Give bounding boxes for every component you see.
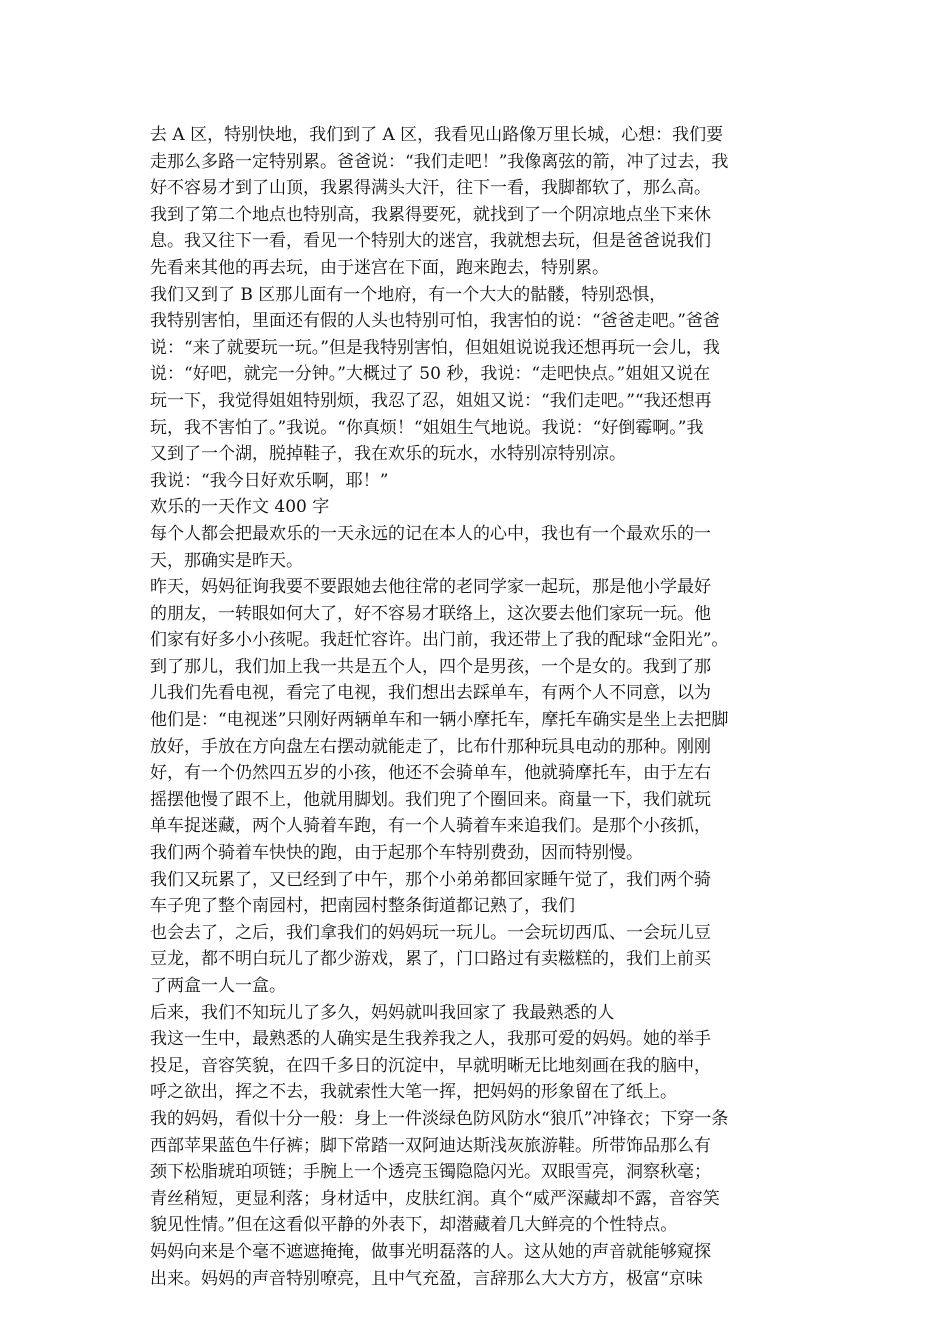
paragraph-7: 昨天，妈妈征询我要不要跟她去他往常的老同学家一起玩，那是他小学最好 的朋友，一转眼如何大了，好不容易才联络上，这次要去他们家玩一玩。他 们家有好多小小孩呢。我赶忙容许。出门前，我还带上了我的配球“金阳光”。 到了那儿，我们加上我一共是五个人，四个是男孩，一个是女的。我到了那 儿我们先看电视，看完了电视，我们想出去踩单车，有两个人不同意，以为 他们是：“电视迷”只刚好两辆单车和一辆小摩托车，摩托车确实是坐上去把脚 放好，手放在方向盘左右摆动就能走了，比布什那种玩具电动的那种。刚刚 好，有一个仍然四五岁的小孩，他还不会骑单车，他就骑摩托车，由于左右 摇摆他慢了跟不上，他就用脚划。我们兜了个圈回来。商量一下，我们就玩 单车捉迷藏，两个人骑着车跑，有一个人骑着车来追我们。是那个小孩抓， 我们两个骑着车快快的跑，由于起那个车特别费劲，因而特别慢。 <box>150 577 729 864</box>
paragraph-9: 也会去了，之后，我们拿我们的妈妈玩一玩儿。一会玩切西瓜、一会玩儿豆 豆龙，都不明白玩儿了都少游戏，累了，门口路过有卖糍糕的，我们上前买 了两盒一人一盒。 <box>150 922 711 996</box>
paragraph-11: 我这一生中，最熟悉的人确实是生我养我之人，我那可爱的妈妈。她的举手 投足，音容笑貌，在四千多日的沉淀中，早就明晰无比地刻画在我的脑中， 呼之欲出，挥之不去，我就索性大笔一挥，把妈妈的形象留在了纸上。 <box>150 1029 711 1103</box>
paragraph-2: 我们又到了 B 区那儿面有一个地府，有一个大大的骷髅，特别恐惧， <box>150 284 667 305</box>
paragraph-4: 我说：“我今日好欢乐啊，耶！” <box>150 470 389 491</box>
paragraph-1: 去 A 区，特别快地，我们到了 A 区，我看见山路像万里长城，心想：我们要 走那么多路一定特别累。爸爸说：“我们走吧！”我像离弦的箭，冲了过去，我 好不容易才到了山顶，我累得满头大汗，往下一看，我脚都软了，那么高。 我到了第二个地点也特别高，我累得要死，就找到了一个阴凉地点坐下来休 息。我又往下一看，看见一个特别大的迷宫，我就想去玩，但是爸爸说我们 先看来其他的再去玩，由于迷宫在下面，跑来跑去，特别累。 <box>150 125 729 278</box>
section-title: 欢乐的一天作文 400 字 <box>150 497 330 518</box>
paragraph-10: 后来，我们不知玩儿了多久，妈妈就叫我回家了 我最熟悉的人 <box>150 1002 615 1023</box>
document-body <box>150 122 790 1292</box>
paragraph-8: 我们又玩累了，又已经到了中午，那个小弟弟都回家睡午觉了，我们两个骑 车子兜了整个南园村，把南园村整条街道都记熟了，我们 <box>150 869 711 917</box>
paragraph-6: 每个人都会把最欢乐的一天永远的记在本人的心中，我也有一个最欢乐的一 天，那确实是昨天。 <box>150 523 711 571</box>
paragraph-13: 妈妈向来是个毫不遮遮掩掩，做事光明磊落的人。这从她的声音就能够窥探 出来。妈妈的声音特别嘹亮，且中气充盈，言辞那么大大方方，极富“京味 <box>150 1241 711 1289</box>
paragraph-3: 我特别害怕，里面还有假的人头也特别可怕，我害怕的说：“爸爸走吧。”爸爸 说：“来了就要玩一玩。”但是我特别害怕，但姐姐说说我还想再玩一会儿，我 说：“好吧，就完一分钟。”大概过了 50 秒，我说：“走吧快点。”姐姐又说在 玩一下，我觉得姐姐特别烦，我忍了忍，姐姐又说：“我们走吧。”“我还想再 玩，我不害怕了。”我说。“你真烦！“姐姐生气地说。我说：“好倒霉啊。”我 又到了一个湖，脱掉鞋子，我在欢乐的玩水，水特别凉特别凉。 <box>150 311 720 465</box>
paragraph-12: 我的妈妈，看似十分一般：身上一件淡绿色防风防水“狼爪”冲锋衣；下穿一条 西部苹果蓝色牛仔裤；脚下常踏一双阿迪达斯浅灰旅游鞋。所带饰品那么有 颈下松脂琥珀项链；手腕上一个透亮玉镯隐隐闪光。双眼雪亮，洞察秋毫； 青丝稍短，更显利落；身材适中，皮肤红润。真个“威严深藏却不露，音容笑 貌见性情。”但在这看似平静的外表下，却潜藏着几大鲜亮的个性特点。 <box>150 1108 729 1236</box>
